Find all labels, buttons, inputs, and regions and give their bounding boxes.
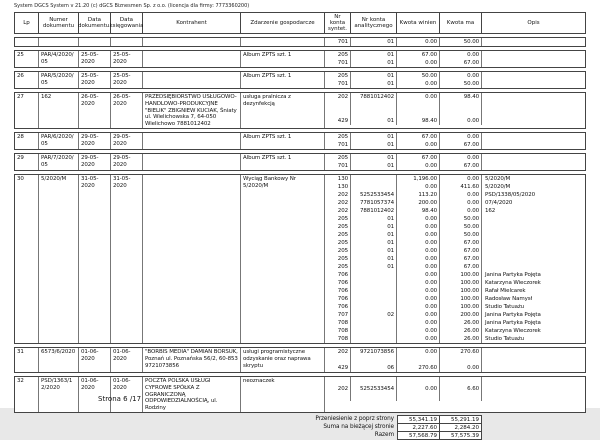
entry-analit: 5252533454	[351, 385, 397, 393]
entry-opis: Studio Tatuażu	[485, 336, 525, 343]
entry-opis: Katarzyna Wieczorek	[485, 280, 541, 287]
cell-numer: PAR/4/2020/05	[39, 51, 79, 67]
cell-zdarzenie: Wyciąg Bankowy Nr 5/2020/M	[241, 175, 325, 343]
entry-analit: 01	[351, 59, 397, 67]
entry-ma: 200.00	[440, 311, 482, 319]
table-row	[14, 37, 586, 47]
entry-ma: 0.00	[440, 72, 482, 80]
cell-kontrahent	[143, 72, 241, 88]
entry-ma: 67.00	[440, 162, 482, 170]
column-header: Kontrahent	[143, 13, 241, 33]
column-header: Zdarzenie gospodarcze	[241, 13, 325, 33]
entry-analit: 01	[351, 133, 397, 141]
entry-analit: 7781057374	[351, 199, 397, 207]
entry-winien: 0.00	[397, 141, 440, 149]
entry-synt: 701	[325, 80, 351, 88]
entry-ma: 0.00	[440, 175, 482, 183]
entry-synt: 708	[325, 335, 351, 343]
entry-ma: 26.00	[440, 327, 482, 335]
entry-synt: 708	[325, 319, 351, 327]
entry-analit	[351, 335, 397, 343]
entry-analit	[351, 295, 397, 303]
entry-winien: 0.00	[397, 59, 440, 67]
column-header: Nr konta analitycznego	[351, 13, 397, 33]
entry-ma: 50.00	[440, 215, 482, 223]
entry-opis	[482, 364, 585, 372]
cell-lp: 31	[15, 348, 39, 372]
entry-analit: 9721073856	[351, 348, 397, 356]
cell-zdarzenie: neoznaczek	[241, 377, 325, 412]
cell-lp: 29	[15, 154, 39, 170]
entry-winien: 0.00	[397, 255, 440, 263]
entry-winien: 0.00	[397, 38, 440, 46]
entry-winien: 0.00	[397, 348, 440, 356]
cell-lp	[15, 38, 39, 46]
entry-winien: 0.00	[397, 231, 440, 239]
summary-row-total	[14, 431, 586, 440]
cell-data-dok: 26-05-2020	[79, 93, 111, 128]
entry-synt: 130	[325, 175, 351, 183]
entry-synt: 701	[325, 38, 351, 46]
entry-winien: 0.00	[397, 327, 440, 335]
entry-ma: 100.00	[440, 271, 482, 279]
entry-ma	[440, 393, 482, 401]
entry-opis: Janina Partyka Pojęta	[485, 272, 541, 279]
cell-numer: 162	[39, 93, 79, 128]
entry-ma: 50.00	[440, 80, 482, 88]
entry-analit	[351, 183, 397, 191]
entry-synt: 205	[325, 223, 351, 231]
entry-analit	[351, 327, 397, 335]
entry-analit: 7881012402	[351, 93, 397, 101]
entry-opis: 162	[485, 208, 496, 215]
journal-table	[14, 12, 586, 413]
entry-lines	[325, 154, 585, 170]
cell-numer: PSD/1363/12/2020	[39, 377, 79, 412]
entry-opis	[482, 348, 585, 356]
entry-opis: Janina Partyka Pojęta	[485, 312, 541, 319]
entry-synt: 205	[325, 247, 351, 255]
entry-winien: 0.00	[397, 80, 440, 88]
entry-ma: 100.00	[440, 287, 482, 295]
column-header: Data dokumentu.	[79, 13, 111, 33]
entry-analit: 06	[351, 364, 397, 372]
cell-lp: 28	[15, 133, 39, 149]
cell-numer: PAR/7/2020/05	[39, 154, 79, 170]
cell-data-dok	[79, 38, 111, 46]
entry-ma	[440, 356, 482, 364]
entry-opis	[482, 117, 585, 125]
entry-winien: 1,196.00	[397, 175, 440, 183]
entry-synt: 202	[325, 93, 351, 101]
entry-synt: 205	[325, 239, 351, 247]
cell-data-ksieg: 29-05-2020	[111, 133, 143, 149]
entry-ma: 270.60	[440, 348, 482, 356]
entry-analit: 02	[351, 311, 397, 319]
entry-winien	[397, 356, 440, 364]
summary-label: Razem	[374, 432, 394, 439]
table-row	[14, 50, 586, 68]
entry-ma: 100.00	[440, 295, 482, 303]
entry-opis	[482, 215, 585, 223]
entry-winien: 0.00	[397, 335, 440, 343]
entry-winien: 0.00	[397, 215, 440, 223]
summary-winien-value: 57,568.79	[397, 431, 440, 440]
entry-winien: 0.00	[397, 385, 440, 393]
cell-data-ksieg: 26-05-2020	[111, 93, 143, 128]
entry-lines	[325, 51, 585, 67]
cell-data-ksieg: 31-05-2020	[111, 175, 143, 343]
entry-synt	[325, 393, 351, 401]
entry-synt: 701	[325, 141, 351, 149]
entry-synt	[325, 101, 351, 109]
entry-synt: 202	[325, 385, 351, 393]
entry-winien: 98.40	[397, 207, 440, 215]
entry-ma: 411.60	[440, 183, 482, 191]
cell-zdarzenie: Album ZPTS szt. 1	[241, 51, 325, 67]
entry-lines	[325, 133, 585, 149]
cell-kontrahent: "BORBIS MEDIA" DAMIAN BORSUK, Poznań ul. Poznańska 56/2, 60-853 9721073856	[143, 348, 241, 372]
entry-opis	[482, 356, 585, 364]
column-header: Kwota ma	[440, 13, 482, 33]
column-header: Opis	[527, 20, 540, 27]
entry-opis	[482, 239, 585, 247]
entry-ma: 0.00	[440, 199, 482, 207]
entry-opis	[482, 231, 585, 239]
cell-data-dok: 29-05-2020	[79, 133, 111, 149]
entry-analit: 01	[351, 38, 397, 46]
entry-ma: 0.00	[440, 191, 482, 199]
cell-data-ksieg: 01-06-2020	[111, 348, 143, 372]
entry-ma: 0.00	[440, 364, 482, 372]
entry-opis	[482, 385, 585, 393]
cell-zdarzenie: Album ZPTS szt. 1	[241, 72, 325, 88]
entry-ma: 0.00	[440, 133, 482, 141]
entry-analit: 7881012402	[351, 207, 397, 215]
entry-lines	[325, 175, 585, 343]
cell-zdarzenie: Album ZPTS szt. 1	[241, 154, 325, 170]
column-header: Data księgowania	[111, 13, 143, 33]
entry-synt	[325, 109, 351, 117]
entry-ma	[440, 109, 482, 117]
cell-numer: 5/2020/M	[39, 175, 79, 343]
entry-winien	[397, 377, 440, 385]
entry-ma: 0.00	[440, 51, 482, 59]
entry-analit	[351, 109, 397, 117]
entry-ma: 0.00	[440, 207, 482, 215]
summary-ma-value: 55,291.19	[439, 415, 482, 424]
cell-data-dok: 25-05-2020	[79, 51, 111, 67]
entry-ma: 100.00	[440, 303, 482, 311]
entry-synt: 202	[325, 207, 351, 215]
cell-data-dok: 25-05-2020	[79, 72, 111, 88]
entry-analit: 01	[351, 80, 397, 88]
entry-analit: 01	[351, 154, 397, 162]
entry-analit: 01	[351, 162, 397, 170]
entry-winien: 113.20	[397, 191, 440, 199]
entry-ma	[440, 101, 482, 109]
entry-synt: 706	[325, 295, 351, 303]
cell-kontrahent	[143, 38, 241, 46]
entry-synt: 205	[325, 263, 351, 271]
entry-winien: 67.00	[397, 154, 440, 162]
entry-synt: 706	[325, 303, 351, 311]
entry-analit	[351, 175, 397, 183]
cell-data-dok: 29-05-2020	[79, 154, 111, 170]
entry-winien: 0.00	[397, 162, 440, 170]
entry-opis	[482, 59, 585, 67]
entry-opis	[482, 223, 585, 231]
entry-analit: 01	[351, 51, 397, 59]
entry-analit: 01	[351, 239, 397, 247]
column-header: Numer dokumentu	[39, 13, 79, 33]
entry-winien: 67.00	[397, 133, 440, 141]
entry-lines	[325, 377, 585, 412]
entry-analit: 01	[351, 117, 397, 125]
entry-opis	[482, 93, 585, 101]
table-row	[14, 71, 586, 89]
entry-ma: 50.00	[440, 38, 482, 46]
entry-opis	[482, 263, 585, 271]
entry-ma	[440, 377, 482, 385]
entry-winien: 0.00	[397, 303, 440, 311]
entry-winien: 200.00	[397, 199, 440, 207]
system-header: System DGCS System v 21.20 (c) dGCS Biznesmen Sp. z o.o. (licencja dla firmy: 7773360200)	[14, 3, 250, 9]
entry-lines	[325, 72, 585, 88]
entry-ma: 0.00	[440, 117, 482, 125]
cell-numer: PAR/5/2020/05	[39, 72, 79, 88]
entry-lines	[325, 348, 585, 372]
cell-data-dok: 01-06-2020	[79, 377, 111, 412]
cell-data-ksieg	[111, 38, 143, 46]
entry-opis: PSD/1338/05/2020	[485, 192, 535, 199]
table-row	[14, 347, 586, 373]
entry-opis: 5/2020/M	[485, 184, 511, 191]
entry-analit: 01	[351, 141, 397, 149]
entry-opis: 07/4/2020	[485, 200, 513, 207]
entry-ma: 100.00	[440, 279, 482, 287]
cell-lp: 25	[15, 51, 39, 67]
cell-numer: PAR/6/2020/05	[39, 133, 79, 149]
entry-synt	[325, 356, 351, 364]
entry-synt: 202	[325, 348, 351, 356]
entry-winien: 0.00	[397, 295, 440, 303]
entry-opis	[482, 141, 585, 149]
entry-winien: 0.00	[397, 311, 440, 319]
entry-ma: 67.00	[440, 263, 482, 271]
summary-winien-value: 55,341.19	[397, 415, 440, 424]
cell-lp: 27	[15, 93, 39, 128]
summary-ma-value: 2,284.20	[439, 423, 482, 432]
cell-lp: 30	[15, 175, 39, 343]
entry-synt: 701	[325, 162, 351, 170]
entry-winien: 0.00	[397, 183, 440, 191]
entry-synt: 707	[325, 311, 351, 319]
entry-winien: 0.00	[397, 247, 440, 255]
entry-synt: 429	[325, 117, 351, 125]
cell-zdarzenie: Album ZPTS szt. 1	[241, 133, 325, 149]
entry-ma: 50.00	[440, 223, 482, 231]
entry-winien: 0.00	[397, 93, 440, 101]
entry-opis	[482, 133, 585, 141]
table-row	[14, 153, 586, 171]
cell-kontrahent: PRZEDSIĘBIORSTWO USŁUGOWO-HANDLOWO-PRODUKCYJNE "BIELIK" ZBIGNIEW KUCIAK, Śniaty ul. Wielichowska 7, 64-050 Wielichowo 7881012402	[143, 93, 241, 128]
cell-numer: 6573/6/2020	[39, 348, 79, 372]
entry-ma: 67.00	[440, 247, 482, 255]
entry-ma: 0.00	[440, 154, 482, 162]
entry-analit	[351, 287, 397, 295]
entry-opis	[482, 109, 585, 117]
summary-winien-value: 2,227.60	[397, 423, 440, 432]
entry-analit	[351, 101, 397, 109]
entry-synt: 205	[325, 231, 351, 239]
cell-data-dok: 31-05-2020	[79, 175, 111, 343]
entry-synt: 706	[325, 279, 351, 287]
table-row	[14, 92, 586, 129]
entry-winien: 0.00	[397, 223, 440, 231]
column-header: Kwota winien	[397, 13, 440, 33]
entry-winien: 270.60	[397, 364, 440, 372]
cell-zdarzenie	[241, 38, 325, 46]
entry-opis	[482, 393, 585, 401]
cell-data-ksieg: 25-05-2020	[111, 72, 143, 88]
entry-opis: Studio Tatuażu	[485, 304, 525, 311]
entry-ma: 67.00	[440, 141, 482, 149]
cell-data-ksieg: 01-06-2020	[111, 377, 143, 412]
entry-synt: 706	[325, 287, 351, 295]
column-header: Nr konta syntet.	[325, 13, 351, 33]
entry-synt: 205	[325, 133, 351, 141]
entry-opis	[482, 247, 585, 255]
entry-analit	[351, 356, 397, 364]
entry-synt: 205	[325, 154, 351, 162]
entry-winien	[397, 393, 440, 401]
entry-analit: 01	[351, 215, 397, 223]
entry-winien	[397, 109, 440, 117]
entry-ma: 50.00	[440, 231, 482, 239]
entry-synt	[325, 377, 351, 385]
entry-winien: 0.00	[397, 271, 440, 279]
entry-synt: 205	[325, 215, 351, 223]
cell-lp: 32	[15, 377, 39, 412]
cell-data-dok: 01-06-2020	[79, 348, 111, 372]
cell-zdarzenie: usługa pralnicza z dezynfekcją	[241, 93, 325, 128]
entry-analit: 01	[351, 72, 397, 80]
entry-winien: 0.00	[397, 239, 440, 247]
entry-analit	[351, 319, 397, 327]
entry-winien	[397, 101, 440, 109]
page-number: Strona 6 /17	[98, 395, 142, 403]
entry-ma: 67.00	[440, 239, 482, 247]
cell-data-ksieg: 25-05-2020	[111, 51, 143, 67]
entry-opis	[482, 101, 585, 109]
cell-kontrahent	[143, 51, 241, 67]
entry-opis: Janina Partyka Pojęta	[485, 320, 541, 327]
summary-ma-value: 57,575.39	[439, 431, 482, 440]
entry-analit	[351, 377, 397, 385]
summary-block	[14, 415, 586, 440]
entry-ma: 26.00	[440, 319, 482, 327]
table-row	[14, 132, 586, 150]
entry-ma: 67.00	[440, 255, 482, 263]
cell-kontrahent	[143, 133, 241, 149]
entry-analit: 01	[351, 231, 397, 239]
entry-opis	[482, 377, 585, 385]
entry-winien: 0.00	[397, 263, 440, 271]
cell-kontrahent	[143, 154, 241, 170]
entry-winien: 0.00	[397, 287, 440, 295]
table-body	[14, 37, 586, 413]
entry-analit	[351, 279, 397, 287]
entry-winien: 0.00	[397, 279, 440, 287]
entry-synt: 202	[325, 191, 351, 199]
entry-winien: 98.40	[397, 117, 440, 125]
entry-opis: Radosław Namysł	[485, 296, 532, 303]
entry-analit	[351, 393, 397, 401]
entry-winien: 0.00	[397, 319, 440, 327]
column-header: Lp	[15, 13, 39, 33]
entry-synt: 130	[325, 183, 351, 191]
cell-kontrahent	[143, 175, 241, 343]
entry-opis	[482, 154, 585, 162]
entry-lines	[325, 38, 585, 46]
entry-synt: 205	[325, 72, 351, 80]
entry-synt: 429	[325, 364, 351, 372]
entry-ma: 6.60	[440, 385, 482, 393]
entry-winien: 50.00	[397, 72, 440, 80]
entry-opis	[482, 72, 585, 80]
table-header	[14, 12, 586, 34]
cell-data-ksieg: 29-05-2020	[111, 154, 143, 170]
cell-zdarzenie: usługi programistyczne odzyskanie oraz naprawa skryptu	[241, 348, 325, 372]
table-row	[14, 174, 586, 344]
entry-winien: 67.00	[397, 51, 440, 59]
entry-synt: 706	[325, 271, 351, 279]
entry-synt: 205	[325, 255, 351, 263]
entry-analit: 01	[351, 255, 397, 263]
summary-label: Suma na bieżącej stronie	[323, 424, 394, 431]
entry-lines	[325, 93, 585, 128]
entry-opis: Rafał Mielcarek	[485, 288, 526, 295]
entry-opis	[482, 162, 585, 170]
entry-ma: 26.00	[440, 335, 482, 343]
entry-synt: 205	[325, 51, 351, 59]
entry-analit: 01	[351, 263, 397, 271]
entry-opis	[482, 255, 585, 263]
entry-analit: 5252533454	[351, 191, 397, 199]
entry-analit: 01	[351, 223, 397, 231]
cell-lp: 26	[15, 72, 39, 88]
cell-numer	[39, 38, 79, 46]
entry-synt: 708	[325, 327, 351, 335]
entry-synt: 701	[325, 59, 351, 67]
entry-analit	[351, 303, 397, 311]
entry-opis	[482, 80, 585, 88]
entry-synt: 202	[325, 199, 351, 207]
entry-opis: Katarzyna Wieczorek	[485, 328, 541, 335]
summary-label: Przeniesienie z poprz strony	[315, 416, 394, 423]
entry-opis	[482, 51, 585, 59]
entry-analit: 01	[351, 247, 397, 255]
entry-opis: 5/2020/M	[485, 176, 511, 183]
entry-opis	[482, 38, 585, 46]
cell-kontrahent: POCZTA POLSKA USŁUGI CYFROWE SPÓŁKA Z OGRANICZONĄ ODPOWIEDZIALNOŚCIĄ, ul. Rodziny	[143, 377, 241, 412]
entry-analit	[351, 271, 397, 279]
entry-ma: 98.40	[440, 93, 482, 101]
entry-ma: 67.00	[440, 59, 482, 67]
